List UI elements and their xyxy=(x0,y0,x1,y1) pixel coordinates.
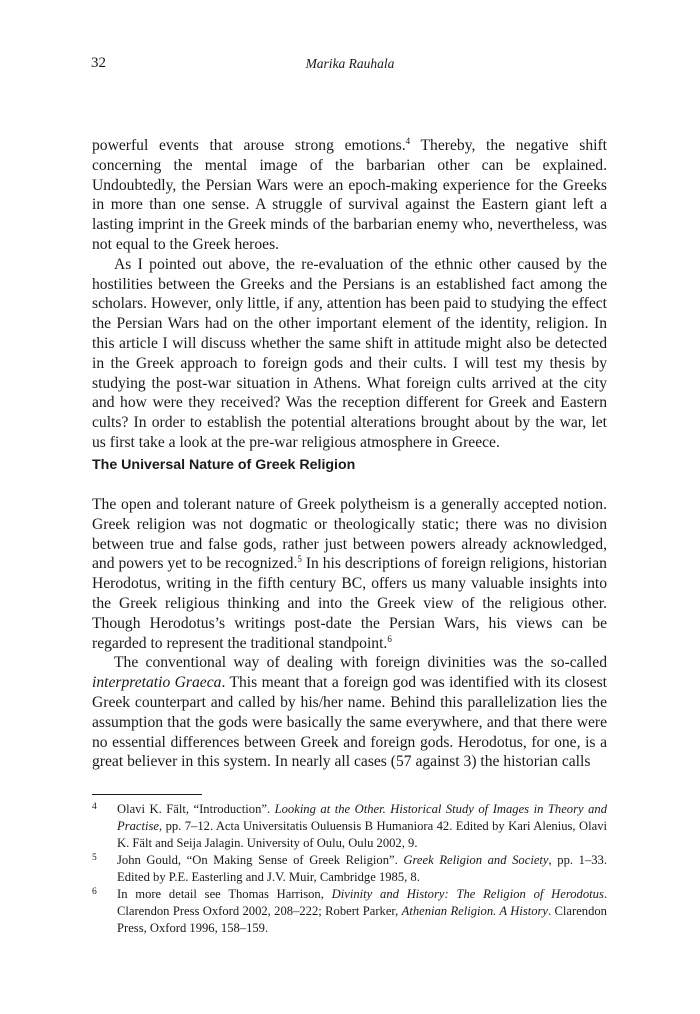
body-text-section-2 xyxy=(92,495,607,772)
footnote-ref-5[interactable]: 5 xyxy=(297,554,302,565)
text-run: In more detail see Thomas Harrison, xyxy=(117,887,332,901)
section-heading: The Universal Nature of Greek Religion xyxy=(92,457,356,473)
text-run: . Clarendon Press, Oxford 1996, 158–159. xyxy=(117,904,607,935)
italic-title: Divinity and History: The Religion of Herodotus xyxy=(331,887,604,901)
footnote-number: 5 xyxy=(92,853,97,863)
text-run: In his descriptions of foreign religions, historian Herodotus, writing in the fifth century BC, offers us many valuable insights into the Greek religious thinking and into the Greek view of the religious other. Though Herodotus’s writings post-date the Persian Wars, his views can be regarded to represent the traditional standpoint. xyxy=(92,555,607,652)
text-run: , pp. 7–12. Acta Universitatis Ouluensis B Humaniora 42. Edited by Kari Alenius, Olavi K. Fält and Seija Jalagin. University of Oulu, Oulu 2002, 9. xyxy=(117,819,607,850)
text-run: Olavi K. Fält, “Introduction”. xyxy=(117,802,275,816)
footnotes xyxy=(92,801,607,937)
paragraph xyxy=(92,653,607,772)
footnote-ref-6[interactable]: 6 xyxy=(387,633,392,644)
footnote-separator xyxy=(92,794,202,795)
footnote-4 xyxy=(92,801,607,852)
paragraph: As I pointed out above, the re-evaluation of the ethnic other caused by the hostilities between the Greeks and the Persians is an established fact among the scholars. However, only little, if any, attention has been paid to studying the effect the Persian Wars had on the other important element of the identity, religion. In this article I will discuss whether the same shift in attitude might also be detected in the Greek approach to foreign gods and their cults. I will test my thesis by studying the post-war situation in Athens. What foreign cults arrived at the city and how were they received? Was the reception different for Greek and Eastern cults? In order to establish the potential alterations brought about by the war, let us first take a look at the pre-war religious atmosphere in Greece. xyxy=(92,255,607,451)
text-run: , pp. 1–33. Edited by P.E. Easterling and J.V. Muir, Cambridge 1985, 8. xyxy=(117,853,608,884)
text-run: Thereby, the negative shift concerning the mental image of the barbarian other can be explained. Undoubtedly, the Persian Wars were an epoch-making experience for the Greeks in more than one sense. A struggle of survival against the Eastern giant left a lasting imprint in the Greek minds of the barbarian enemy who, nevertheless, was not equal to the Greek heroes. xyxy=(92,137,607,253)
text-run: . Clarendon Press Oxford 2002, 208–222; Robert Parker, xyxy=(117,887,608,918)
text-run: . This meant that a foreign god was identified with its closest Greek counterpart and called by his/her name. Behind this parallelization lies the assumption that the gods were basically the same everywhere, and that there were no essential differences between Greek and foreign gods. Herodotus, for one, is a great believer in this system. In nearly all cases (57 against 3) the historian calls xyxy=(92,674,608,771)
paragraph xyxy=(92,136,607,255)
italic-term: interpretatio Graeca xyxy=(92,674,222,692)
page-number: 32 xyxy=(91,55,106,71)
text-run: The open and tolerant nature of Greek polytheism is a generally accepted notion. Greek religion was not dogmatic or theologically static; there was no division between true and false gods, rather just between powers already acknowledged, and powers yet to be recognized. xyxy=(92,496,607,573)
footnote-number: 4 xyxy=(92,802,97,812)
text-run: The conventional way of dealing with foreign divinities was the so-called xyxy=(114,654,607,672)
italic-title: Greek Religion and Society xyxy=(403,853,549,867)
text-run: powerful events that arouse strong emotions. xyxy=(92,137,406,154)
footnote-number: 6 xyxy=(92,887,97,897)
paragraph xyxy=(92,495,607,653)
text-run: John Gould, “On Making Sense of Greek Religion”. xyxy=(117,853,404,867)
footnote-5 xyxy=(92,852,607,886)
footnote-6 xyxy=(92,886,607,937)
body-text-section-1 xyxy=(92,136,607,453)
italic-title: Looking at the Other. Historical Study of Images in Theory and Practise xyxy=(117,802,607,833)
italic-title: Athenian Religion. A History xyxy=(401,904,549,918)
footnote-ref-4[interactable]: 4 xyxy=(405,136,411,146)
running-head: Marika Rauhala xyxy=(305,56,395,71)
